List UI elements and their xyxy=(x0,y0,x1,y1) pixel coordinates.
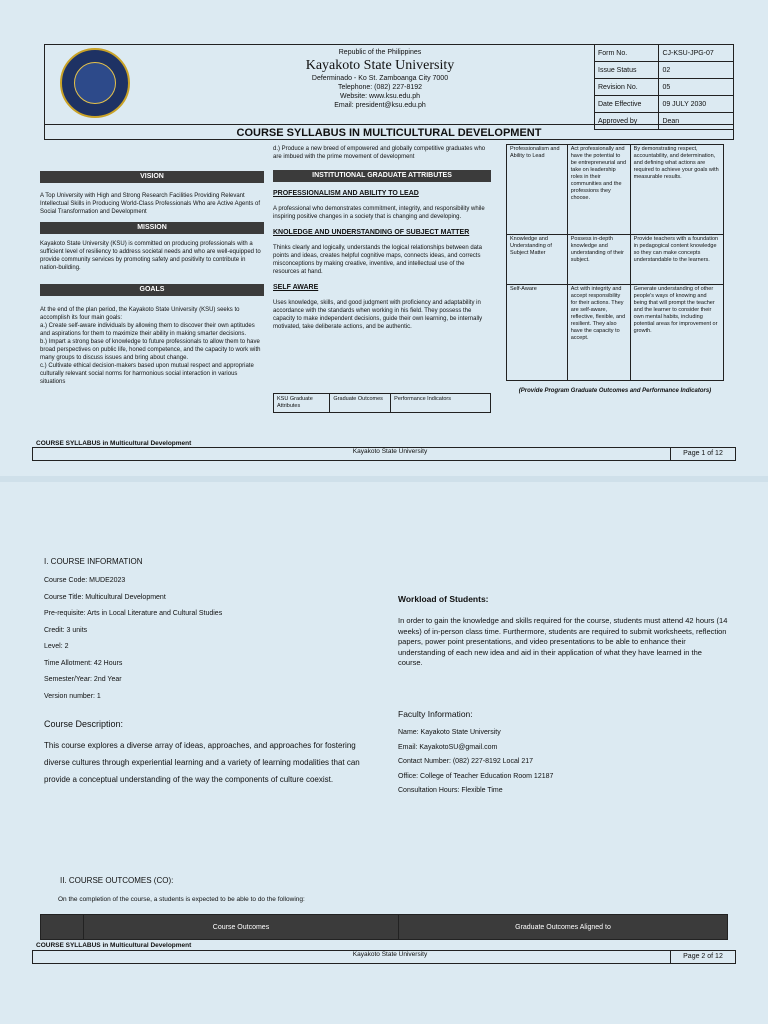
table-row xyxy=(507,285,724,381)
form-label: Approved by xyxy=(595,113,659,130)
email-text: Email: president@ksu.edu.ph xyxy=(334,102,426,109)
course-code: Course Code: MUDE2023 xyxy=(44,577,126,584)
course-info-list xyxy=(44,576,364,708)
indicator-cell: By demonstrating respect, accountability, and determination, and defining what actions are required to achieve your goals with measurable results. xyxy=(630,145,723,235)
attribute-cell: Professionalism and Ability to Lead xyxy=(507,145,568,235)
faculty-consultation: Consultation Hours: Flexible Time xyxy=(398,787,503,794)
page-separator xyxy=(0,476,768,482)
form-label: Revision No. xyxy=(595,79,659,96)
vision-text: A Top University with High and Strong Research Facilities Providing Relevant Intellectual Skills in Producing World-Class Professionals Who are Active Agents of Social Transformation and Development xyxy=(40,193,260,215)
attribute-cell: Self-Aware xyxy=(507,285,568,381)
mission-heading: MISSION xyxy=(40,222,264,234)
faculty-heading: Faculty Information: xyxy=(398,709,473,719)
outcome-cell: Act professionally and have the potential to be entrepreneurial and take on leadership roles in their communities and the professions they choose. xyxy=(567,145,630,235)
course-description-text: This course explores a diverse array of ideas, approaches, and approaches for fostering diverse cultures through experiential learning and a variety of learning modalities that can provide a conceptual understanding of the way the components of culture coexist. xyxy=(44,741,360,784)
university-logo xyxy=(60,48,130,118)
faculty-email: Email: KayakotoSU@gmail.com xyxy=(398,743,498,751)
vision-heading: VISION xyxy=(40,171,264,183)
program-outcomes-note: (Provide Program Graduate Outcomes and Performance Indicators) xyxy=(518,388,712,394)
faculty-office: Office: College of Teacher Education Room 12187 xyxy=(398,772,554,780)
middle-column xyxy=(273,145,491,331)
knowledge-text: Thinks clearly and logically, understands the logical relationships between data points and ideas, creates helpful cognitive maps, connects ideas, and corrects misconceptions by making creative, inventive, and intellectual use of the resources at hand. xyxy=(273,245,483,275)
course-level: Level: 2 xyxy=(44,643,69,650)
seal-icon xyxy=(74,62,116,104)
footer-course-label: COURSE SYLLABUS in Multicultural Development xyxy=(36,942,192,949)
footer-course-label: COURSE SYLLABUS in Multicultural Development xyxy=(36,440,192,447)
course-outcomes-header: Course Outcomes xyxy=(84,915,399,940)
left-column xyxy=(40,171,264,386)
table-row xyxy=(507,145,724,235)
faculty-name: Name: Kayakoto State University xyxy=(398,729,501,736)
form-label: Date Effective xyxy=(595,96,659,113)
co-number-header xyxy=(41,915,84,940)
republic-text: Republic of the Philippines xyxy=(338,49,422,56)
form-label: Form No. xyxy=(595,45,659,62)
outcome-cell: Act with integrity and accept responsibility for their actions. They are self-aware, reflective, flexible, and resilient. They also have the capacity to accept. xyxy=(567,285,630,381)
goal-a: a.) Create self-aware individuals by allowing them to discover their own aptitudes and aspirations for them to maximize their ability in making smarter decisions. xyxy=(40,323,255,337)
goal-b: b.) Impart a strong base of knowledge to future professionals to allow them to have broad perspectives on public life, honed competence, and the capacity to work with many groups to discuss issues and bring about change. xyxy=(40,339,261,361)
attribute-cell: Knowledge and Understanding of Subject Matter xyxy=(507,235,568,285)
syllabus-title: COURSE SYLLABUS IN MULTICULTURAL DEVELOPMENT xyxy=(44,124,734,140)
course-outcomes-intro: On the completion of the course, a students is expected to be able to do the following: xyxy=(58,896,305,903)
faculty-contact: Contact Number: (082) 227-8192 Local 217 xyxy=(398,758,534,765)
indicator-cell: Provide teachers with a foundation in pedagogical content knowledge so they can make concepts understandable to the learners. xyxy=(630,235,723,285)
telephone-text: Telephone: (082) 227-8192 xyxy=(337,84,423,91)
university-name: Kayakoto State University xyxy=(305,58,455,73)
goal-c: c.) Cultivate ethical decision-makers based upon mutual respect and appropriate culturally relevant social norms for harmonious social interaction in various situations xyxy=(40,363,254,385)
goals-heading: GOALS xyxy=(40,284,264,296)
goals-intro: At the end of the plan period, the Kayakoto State University (KSU) seeks to accomplish its four main goals: xyxy=(40,307,240,321)
performance-indicators-header: Performance Indicators xyxy=(391,394,491,413)
course-version: Version number: 1 xyxy=(44,692,101,700)
form-row xyxy=(595,96,734,113)
form-value: 09 JULY 2030 xyxy=(659,96,734,113)
section-course-outcomes: II. COURSE OUTCOMES (CO): xyxy=(60,876,174,885)
attributes-header-table xyxy=(273,393,491,413)
table-row xyxy=(41,915,728,940)
course-prerequisite: Pre-requisite: Arts in Local Literature and Cultural Studies xyxy=(44,610,223,617)
goal-d: d.) Produce a new breed of empowered and globally competitive graduates who are imbued with the prime movement of development xyxy=(273,146,486,160)
knowledge-heading: KNOLEDGE AND UNDERSTANDING OF SUBJECT MATTER xyxy=(273,229,470,236)
faculty-info-list xyxy=(398,728,728,801)
footer-university: Kayakoto State University xyxy=(352,448,428,455)
course-title: Course Title: Multicultural Development xyxy=(44,593,166,601)
professionalism-heading: PROFESSIONALISM AND ABILITY TO LEAD xyxy=(273,190,419,197)
address-text: Deferminado - Ko St. Zamboanga City 7000 xyxy=(311,75,449,82)
attributes-table xyxy=(506,144,724,381)
form-value: Dean xyxy=(659,113,734,130)
indicator-cell: Generate understanding of other people's ways of knowing and being that will prompt the teacher and the learner to consider their own mental habits, including potential areas for improvement or growth. xyxy=(630,285,723,381)
course-credit: Credit: 3 units xyxy=(44,626,88,634)
form-row xyxy=(595,45,734,62)
professionalism-text: A professional who demonstrates commitment, integrity, and responsibility while inspiring positive changes in a society that is changing and developing. xyxy=(273,206,485,220)
section-course-information: I. COURSE INFORMATION xyxy=(44,557,143,566)
form-row xyxy=(595,62,734,79)
self-aware-text: Uses knowledge, skills, and good judgment with proficiency and adaptability in accordance with the standards when working in his field. They possess the capacity to make independent decisions, guide their own learning, be internally motivated, take deliberate actions, and be authentic. xyxy=(273,300,483,330)
website-text: Website: www.ksu.edu.ph xyxy=(339,93,421,100)
form-info-table xyxy=(594,44,734,130)
form-value: 02 xyxy=(659,62,734,79)
form-label: Issue Status xyxy=(595,62,659,79)
self-aware-heading: SELF AWARE xyxy=(273,284,319,291)
outcome-cell: Possess in-depth knowledge and understanding of their subject. xyxy=(567,235,630,285)
iga-heading: INSTITUTIONAL GRADUATE ATTRIBUTES xyxy=(273,170,491,182)
form-row xyxy=(595,79,734,96)
graduate-outcomes-aligned-header: Graduate Outcomes Aligned to xyxy=(399,915,728,940)
mission-text: Kayakoto State University (KSU) is committed on producing professionals with a sufficient level of resiliency to address societal needs and who are well-equipped to provide community services by promoting safety and positivity to contribute in nation-building. xyxy=(40,241,261,271)
workload-text: In order to gain the knowledge and skills required for the course, students must attend 42 hours (14 weeks) of in-person class time. Furthermore, students are required to submit worksheets, reflection papers, power point presentations, and video presentations to be able to enhance their understanding of each new idea and aid in their application of what they have learned in the course. xyxy=(398,616,728,667)
course-outcomes-table xyxy=(40,914,728,940)
ksu-attributes-header: KSU Graduate Attributes xyxy=(274,394,330,413)
table-row xyxy=(507,235,724,285)
course-semester: Semester/Year: 2nd Year xyxy=(44,676,122,683)
graduate-outcomes-header: Graduate Outcomes xyxy=(330,394,391,413)
page-number: Page 1 of 12 xyxy=(670,447,736,461)
course-time-allotment: Time Allotment: 42 Hours xyxy=(44,659,123,667)
page-number: Page 2 of 12 xyxy=(670,950,736,964)
header-text xyxy=(200,48,560,110)
form-value: CJ-KSU-JPG-07 xyxy=(659,45,734,62)
form-value: 05 xyxy=(659,79,734,96)
footer-university: Kayakoto State University xyxy=(352,951,428,958)
workload-heading: Workload of Students: xyxy=(398,594,489,604)
course-description-heading: Course Description: xyxy=(44,719,124,729)
